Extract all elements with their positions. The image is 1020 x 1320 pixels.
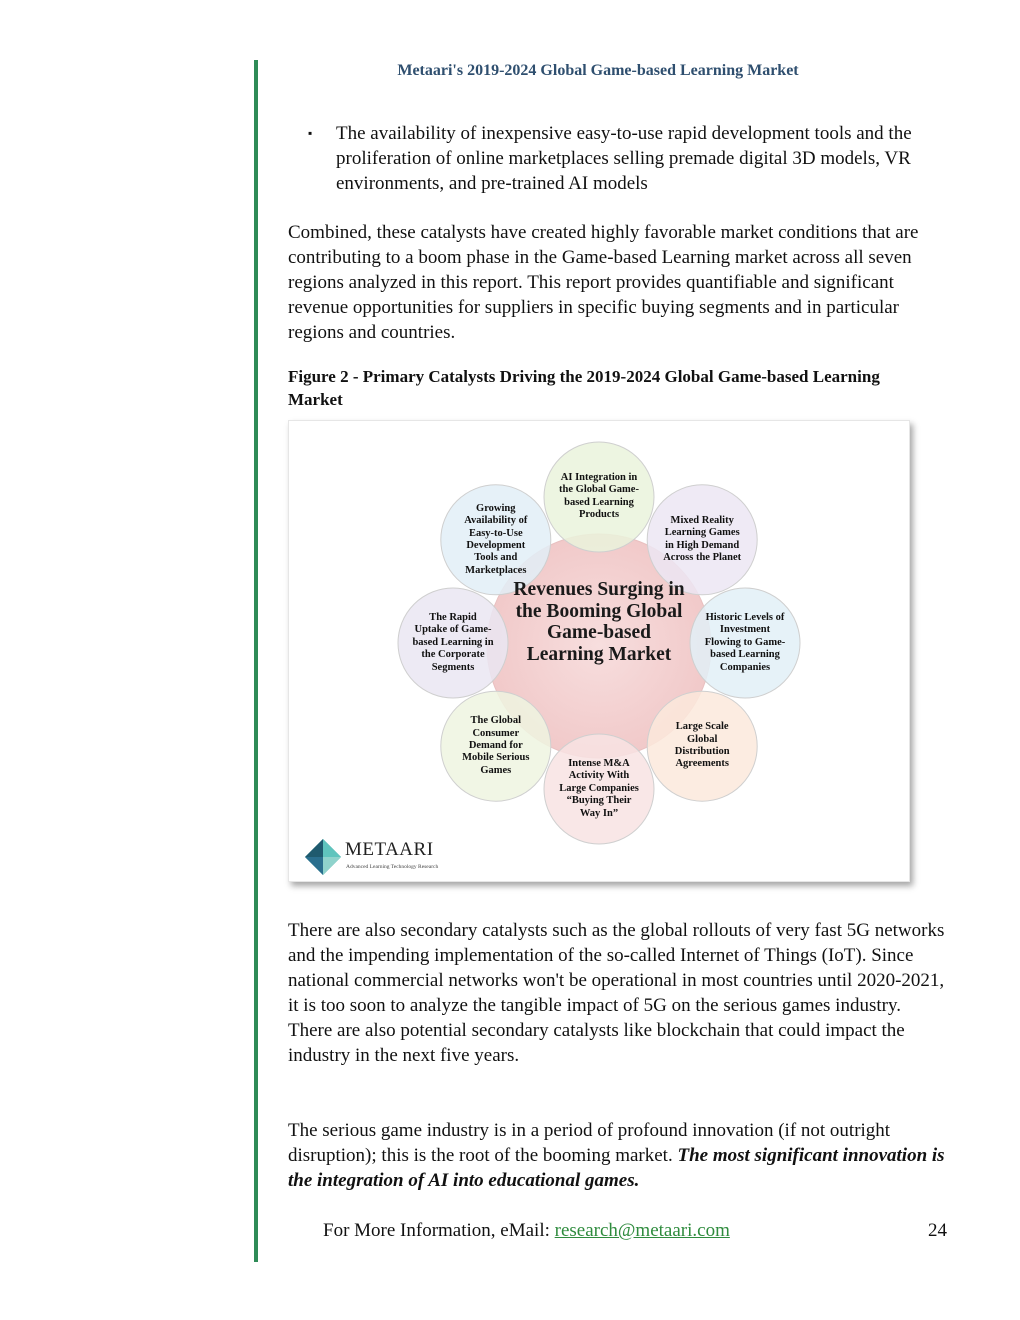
catalyst-label-6: The Global Consumer Demand for Mobile Serious Games [462, 715, 530, 776]
catalyst-label-3: Historic Levels of Investment Flowing to Game-based Learning Companies [704, 612, 786, 673]
figure-caption: Figure 2 - Primary Catalysts Driving the 2019-2024 Global Game-based Learning Market [288, 367, 880, 409]
catalyst-label-5: Intense M&A Activity With Large Companies “Buying Their Way In” [559, 758, 639, 819]
catalyst-label-7: The Rapid Uptake of Game-based Learning in the Corporate Segments [412, 612, 494, 673]
footer-label: For More Information, eMail: [323, 1220, 555, 1241]
margin-rule [254, 60, 258, 1262]
paragraph-secondary-catalysts: There are also secondary catalysts such as the global rollouts of very fast 5G networks and the impending implementation of the so-called Internet of Things (IoT). Since national commercial networks won't be operational in most countries until 2020-2021, it is too soon to analyze the tangible impact of 5G on the serious games industry. There are also potential secondary catalysts like blockchain that could impact the industry in the next five years. [288, 920, 945, 1066]
email-link[interactable]: research@metaari.com [554, 1220, 730, 1241]
bullet-text: The availability of inexpensive easy-to-use rapid development tools and the proliferation of online marketplaces selling premade digital 3D models, VR environments, and pre-trained AI models [336, 123, 912, 194]
footer-contact [323, 1220, 730, 1242]
center-label: Revenues Surging in the Booming Global Game-based Learning Market [513, 579, 685, 665]
logo-diamond-icon [303, 837, 343, 877]
innovation-emphasis: The most significant innovation is the integration of AI into educational games. [288, 1145, 945, 1191]
logo-wordmark: METAARI [345, 839, 434, 860]
running-header: Metaari's 2019-2024 Global Game-based Learning Market [397, 62, 799, 79]
page-number: 24 [928, 1220, 947, 1241]
catalyst-diagram [288, 420, 910, 882]
paragraph-catalysts: Combined, these catalysts have created highly favorable market conditions that are contributing to a boom phase in the Game-based Learning market across all seven regions analyzed in this report. This report provides quantifiable and significant revenue opportunities for suppliers in specific buying segments and in particular regions and countries. [288, 222, 919, 343]
bullet-item [288, 121, 948, 196]
catalyst-label-1: AI Integration in the Global Game-based Learning Products [559, 472, 639, 521]
paragraph-innovation [288, 1118, 948, 1193]
bullet-marker: ▪ [308, 126, 313, 140]
metaari-logo [303, 837, 463, 877]
logo-tagline: Advanced Learning Technology Research [346, 864, 439, 870]
catalyst-label-8: Growing Availability of Easy-to-Use Development Tools and Marketplaces [464, 502, 528, 576]
innovation-text: The serious game industry is in a period of profound innovation (if not outright disruption); this is the root of the booming market. [288, 1120, 891, 1166]
catalyst-label-2: Mixed Reality Learning Games in High Demand Across the Planet [663, 514, 742, 564]
catalyst-label-4: Large Scale Global Distribution Agreements [674, 721, 730, 770]
